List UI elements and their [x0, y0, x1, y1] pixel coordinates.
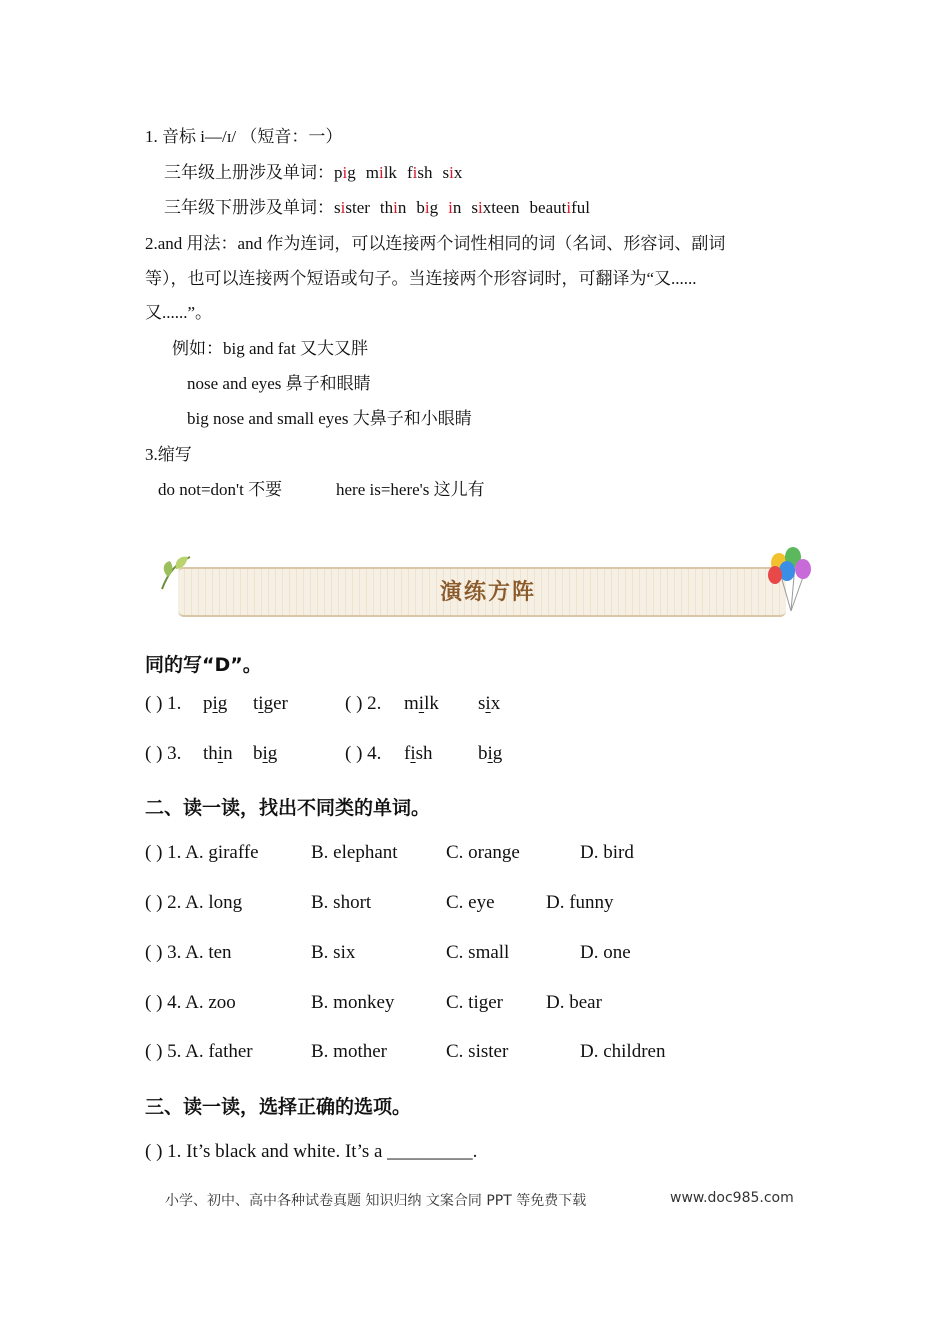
word-list: [334, 163, 472, 182]
section-banner: [150, 545, 830, 633]
vocab-word: milk: [365, 163, 397, 182]
option-b: B. monkey: [311, 992, 395, 1013]
question-option-a[interactable]: ( ) 5. A. father: [145, 1041, 253, 1062]
note-item2-line3: 又......”。: [145, 303, 213, 322]
option-d: D. funny: [546, 892, 614, 913]
leaf-icon: [158, 553, 194, 593]
note-item1-title: 1. 音标 i—/ɪ/ （短音：一）: [145, 127, 343, 146]
option-c: C. orange: [446, 842, 520, 863]
question-option-a[interactable]: ( ) 1. A. giraffe: [145, 842, 259, 863]
footer-text: 小学、初中、高中各种试卷真题 知识归纳 文案合同 PPT 等免费下载: [165, 1193, 587, 1209]
phonics-word: tiger: [253, 693, 288, 714]
option-c: C. tiger: [446, 992, 503, 1013]
example-2: nose and eyes 鼻子和眼睛: [187, 374, 371, 393]
note-item1-line2: [164, 193, 600, 218]
balloons-icon: [765, 545, 815, 615]
abbr-1: do not=don't 不要: [158, 480, 283, 499]
option-b: B. mother: [311, 1041, 387, 1062]
vocab-word: in: [448, 198, 462, 217]
note-item3-title: 3.缩写: [145, 445, 192, 464]
vocab-word: big: [416, 198, 439, 217]
answer-blank[interactable]: ( ) 1.: [145, 693, 182, 714]
phonics-word: big: [478, 743, 503, 764]
vocab-word: beautiful: [529, 198, 590, 217]
vocab-word: thin: [379, 198, 407, 217]
section1-heading-tail: 同的写“D”。: [145, 654, 262, 676]
section1-heading-cut: [145, 632, 795, 638]
section3-question-1: ( ) 1. It’s black and white. It’s a _________.: [145, 1141, 478, 1162]
line-prefix: 三年级上册涉及单词：: [164, 163, 334, 182]
example-1: 例如：big and fat 又大又胖: [172, 339, 368, 358]
option-d: D. children: [580, 1041, 666, 1062]
option-b: B. short: [311, 892, 372, 913]
word-list: [334, 198, 600, 217]
phonics-word: pig: [203, 693, 228, 714]
abbr-2: here is=here's 这儿有: [336, 480, 485, 499]
phonics-word: milk: [404, 693, 439, 714]
note-item2-line1: 2.and 用法：and 作为连词，可以连接两个词性相同的词（名词、形容词、副词: [145, 234, 726, 253]
phonics-word: fish: [404, 743, 433, 764]
answer-blank[interactable]: ( ) 2.: [345, 693, 382, 714]
phonics-word: six: [478, 693, 501, 714]
vocab-word: fish: [406, 163, 433, 182]
section3-heading: 三、读一读，选择正确的选项。: [145, 1096, 412, 1118]
option-c: C. sister: [446, 1041, 509, 1062]
option-c: C. eye: [446, 892, 495, 913]
question-option-a[interactable]: ( ) 3. A. ten: [145, 942, 232, 963]
option-b: B. six: [311, 942, 356, 963]
section2-heading: 二、读一读，找出不同类的单词。: [145, 797, 431, 819]
vocab-word: pig: [334, 163, 356, 182]
phonics-word: big: [253, 743, 278, 764]
answer-blank[interactable]: ( ) 4.: [345, 743, 382, 764]
option-d: D. bear: [546, 992, 602, 1013]
phonics-word: thin: [203, 743, 233, 764]
option-b: B. elephant: [311, 842, 398, 863]
note-item2-line2: 等），也可以连接两个短语或句子。当连接两个形容词时，可翻译为“又......: [145, 269, 697, 288]
option-d: D. one: [580, 942, 631, 963]
vocab-word: six: [442, 163, 463, 182]
line-prefix: 三年级下册涉及单词：: [164, 198, 334, 217]
vocab-word: sister: [334, 198, 370, 217]
footer-url[interactable]: www.doc985.com: [670, 1190, 794, 1206]
question-option-a[interactable]: ( ) 4. A. zoo: [145, 992, 236, 1013]
answer-blank[interactable]: ( ) 3.: [145, 743, 182, 764]
question-option-a[interactable]: ( ) 2. A. long: [145, 892, 243, 913]
note-item1-line1: [164, 158, 472, 183]
vocab-word: sixteen: [471, 198, 520, 217]
example-3: big nose and small eyes 大鼻子和小眼睛: [187, 409, 472, 428]
option-d: D. bird: [580, 842, 634, 863]
banner-title: 演练方阵: [440, 580, 537, 605]
option-c: C. small: [446, 942, 510, 963]
